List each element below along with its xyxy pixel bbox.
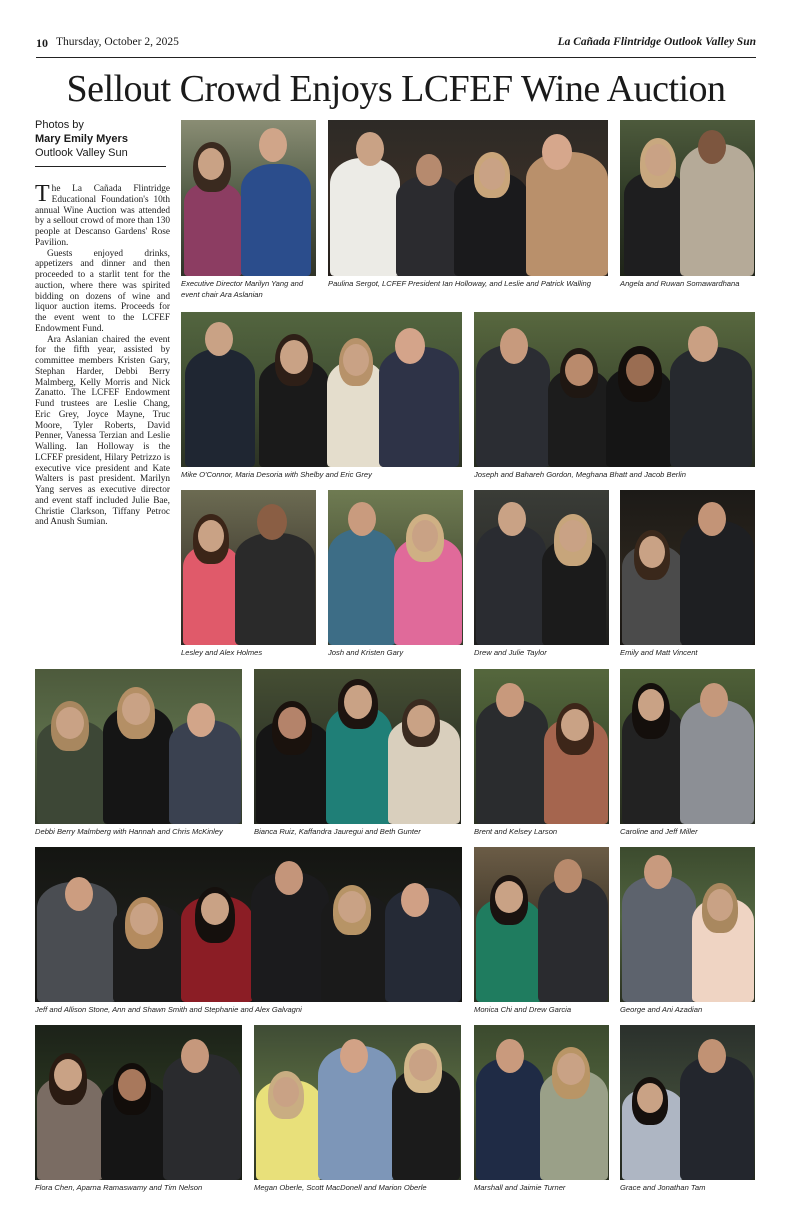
issue-date: Thursday, October 2, 2025	[56, 36, 179, 48]
event-photo	[474, 1025, 609, 1180]
photo-caption: Brent and Kelsey Larson	[474, 827, 558, 836]
photo-caption: George and Ani Azadian	[620, 1005, 703, 1014]
event-photo	[181, 490, 316, 645]
photo-caption: Lesley and Alex Holmes	[181, 648, 263, 657]
photo-caption: Paulina Sergot, LCFEF President Ian Holloway, and Leslie and Patrick Walling	[328, 279, 591, 288]
photo-caption: Jeff and Allison Stone, Ann and Shawn Smith and Stephanie and Alex Galvagni	[35, 1005, 302, 1014]
event-photo	[35, 669, 242, 824]
photo-caption: Josh and Kristen Gary	[328, 648, 404, 657]
event-photo	[620, 1025, 755, 1180]
photo-caption: Marshall and Jaimie Turner	[474, 1183, 566, 1192]
photographer-name: Mary Emily Myers	[35, 133, 128, 145]
event-photo	[35, 847, 462, 1002]
event-photo	[474, 312, 755, 467]
event-photo	[620, 847, 755, 1002]
event-photo	[328, 490, 463, 645]
event-photo	[181, 312, 462, 467]
article-paragraph: The La Cañada Flintridge Educational Foundation's 10th annual Wine Auction was attended by a sellout crowd of more than 130 people at Descanso Gardens' Rose Pavilion.	[35, 181, 170, 248]
photo-caption: Angela and Ruwan Somawardhana	[620, 279, 740, 288]
photo-caption: Drew and Julie Taylor	[474, 648, 547, 657]
event-photo	[474, 669, 609, 824]
photo-caption: Emily and Matt Vincent	[620, 648, 698, 657]
event-photo	[474, 490, 609, 645]
photo-caption: Grace and Jonathan Tam	[620, 1183, 706, 1192]
event-photo	[35, 1025, 242, 1180]
event-photo	[254, 1025, 461, 1180]
credit-outlet: Outlook Valley Sun	[35, 147, 128, 159]
headline: Sellout Crowd Enjoys LCFEF Wine Auction	[66, 68, 726, 110]
photo-caption: Joseph and Bahareh Gordon, Meghana Bhatt and Jacob Berlin	[474, 470, 686, 479]
event-photo	[620, 490, 755, 645]
photo-caption: Mike O'Connor, Maria Desoria with Shelby and Eric Grey	[181, 470, 372, 479]
photo-caption: Monica Chi and Drew Garcia	[474, 1005, 572, 1014]
publication-name: La Cañada Flintridge Outlook Valley Sun	[557, 36, 756, 48]
dropcap: T	[35, 181, 50, 207]
article-paragraph: Guests enjoyed drinks, appetizers and dinner and then proceeded to a starlit tent for the auction, where there was spirited bidding on dozens of wine and liquor auction items. Proceeds for the event went to the LCFEF Endowment Fund.	[35, 248, 170, 334]
article-body	[35, 181, 170, 528]
event-photo	[328, 120, 608, 276]
photo-caption: Debbi Berry Malmberg with Hannah and Chris McKinley	[35, 827, 223, 836]
event-photo	[254, 669, 461, 824]
page-number: 10	[36, 36, 48, 50]
photo-caption: Bianca Ruiz, Kaffandra Jauregui and Beth Gunter	[254, 827, 421, 836]
article-paragraph: Ara Aslanian chaired the event for the fifth year, assisted by committee members Kristen Gary, Stephan Harder, Debbi Berry Malmberg, Kelly Morris and Nick Zanatto. The LCFEF Endowment Fund trustees are Leslie Chang, Eric Grey, Joyce Mayne, Truc Moore, Tyler Roberts, David Penner, Vanessa Terzian and Leslie Walling. Ian Holloway is the LCFEF president, Hilary Petrizzo is executive vice president and Kate Walters is past president. Marilyn Yang serves as executive director and event staff included Julie Bae, Christie Clarkson, Tiffany Petroc and Anush Sumian.	[35, 334, 170, 528]
event-photo	[620, 669, 755, 824]
event-photo	[474, 847, 609, 1002]
photo-caption: Caroline and Jeff Miller	[620, 827, 698, 836]
event-photo	[181, 120, 316, 276]
event-photo	[620, 120, 755, 276]
header-rule	[36, 57, 756, 58]
photo-caption: Megan Oberle, Scott MacDonell and Marion Oberle	[254, 1183, 427, 1192]
credit-rule	[35, 166, 166, 167]
photo-credit-label: Photos by	[35, 119, 84, 131]
photo-caption: Flora Chen, Aparna Ramaswamy and Tim Nelson	[35, 1183, 203, 1192]
photo-caption: Executive Director Marilyn Yang and event chair Ara Aslanian	[181, 279, 304, 299]
